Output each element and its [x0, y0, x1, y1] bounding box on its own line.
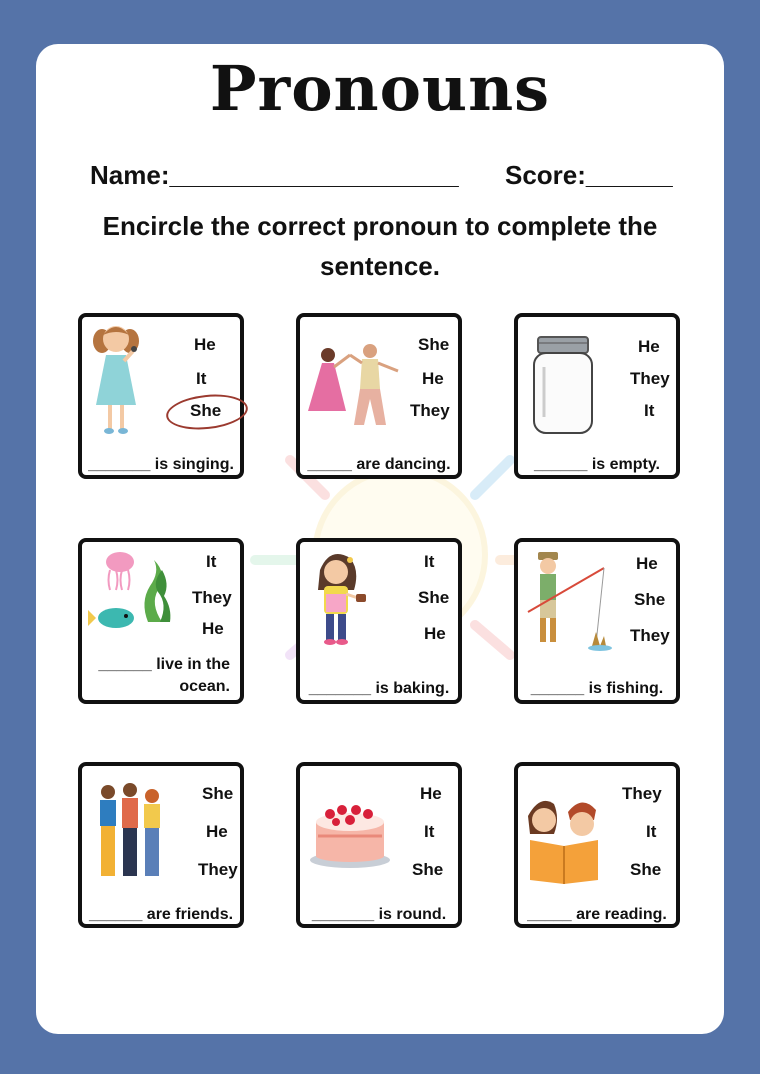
name-field[interactable]: Name:____________________: [90, 160, 459, 190]
sea-animals-picture: [88, 548, 180, 638]
option-3[interactable]: She: [630, 860, 662, 879]
option-1[interactable]: She: [202, 784, 234, 803]
option-2[interactable]: She: [418, 588, 450, 607]
option-1[interactable]: He: [636, 554, 658, 573]
cake-picture: [308, 800, 392, 870]
option-2[interactable]: He: [422, 369, 444, 388]
sentence: ______ live in the ocean.: [98, 656, 230, 695]
option-3[interactable]: He: [424, 624, 446, 643]
option-3[interactable]: She: [412, 860, 444, 879]
option-3[interactable]: They: [410, 401, 450, 420]
option-1[interactable]: He: [638, 337, 660, 356]
boy-fishing-picture: [524, 550, 616, 654]
kids-reading-picture: [524, 794, 604, 886]
sentence: _______ is round.: [311, 906, 447, 923]
option-1[interactable]: He: [420, 784, 442, 803]
option-3[interactable]: They: [198, 860, 238, 879]
exercise-card-dancing: [296, 313, 462, 479]
couple-dancing-picture: [302, 341, 402, 433]
exercise-card-empty: [514, 313, 680, 479]
option-3[interactable]: It: [644, 401, 655, 420]
option-3[interactable]: He: [202, 619, 224, 638]
sentence: ______ is empty.: [533, 456, 660, 473]
three-friends-picture: [94, 780, 168, 882]
option-1[interactable]: It: [206, 552, 217, 571]
sentence: _______ is baking.: [308, 680, 450, 697]
option-1[interactable]: She: [418, 335, 450, 354]
sentence: _____ are dancing.: [307, 456, 451, 473]
option-2[interactable]: She: [634, 590, 666, 609]
option-3[interactable]: They: [630, 626, 670, 645]
option-1[interactable]: It: [424, 552, 435, 571]
option-2[interactable]: They: [192, 588, 232, 607]
sentence: ______ are friends.: [88, 906, 234, 923]
sentence: ______ is fishing.: [530, 680, 664, 697]
option-1[interactable]: He: [194, 335, 216, 354]
exercise-card-reading: [514, 762, 680, 928]
exercise-card-friends: [78, 762, 244, 928]
exercise-card-round: [296, 762, 462, 928]
instruction-text: Encircle the correct pronoun to complete the sentence.: [102, 211, 658, 281]
option-2[interactable]: It: [424, 822, 435, 841]
exercise-card-singing: [78, 313, 244, 479]
option-2[interactable]: It: [196, 369, 207, 388]
girl-singing-picture: [86, 321, 146, 437]
score-field[interactable]: Score:______: [505, 160, 673, 190]
sentence: _______ is singing.: [88, 456, 234, 473]
exercise-card-baking: [296, 538, 462, 704]
exercise-card-fishing: [514, 538, 680, 704]
girl-baking-picture: [308, 550, 372, 650]
empty-jar-picture: [530, 333, 596, 437]
option-2[interactable]: He: [206, 822, 228, 841]
option-1[interactable]: They: [622, 784, 662, 803]
option-2[interactable]: They: [630, 369, 670, 388]
exercise-card-ocean: [78, 538, 244, 704]
page-title: Pronouns: [209, 52, 551, 125]
option-3[interactable]: She: [190, 401, 222, 420]
answer-circle: [164, 391, 249, 433]
option-2[interactable]: It: [646, 822, 657, 841]
sentence: _____ are reading.: [527, 906, 667, 923]
